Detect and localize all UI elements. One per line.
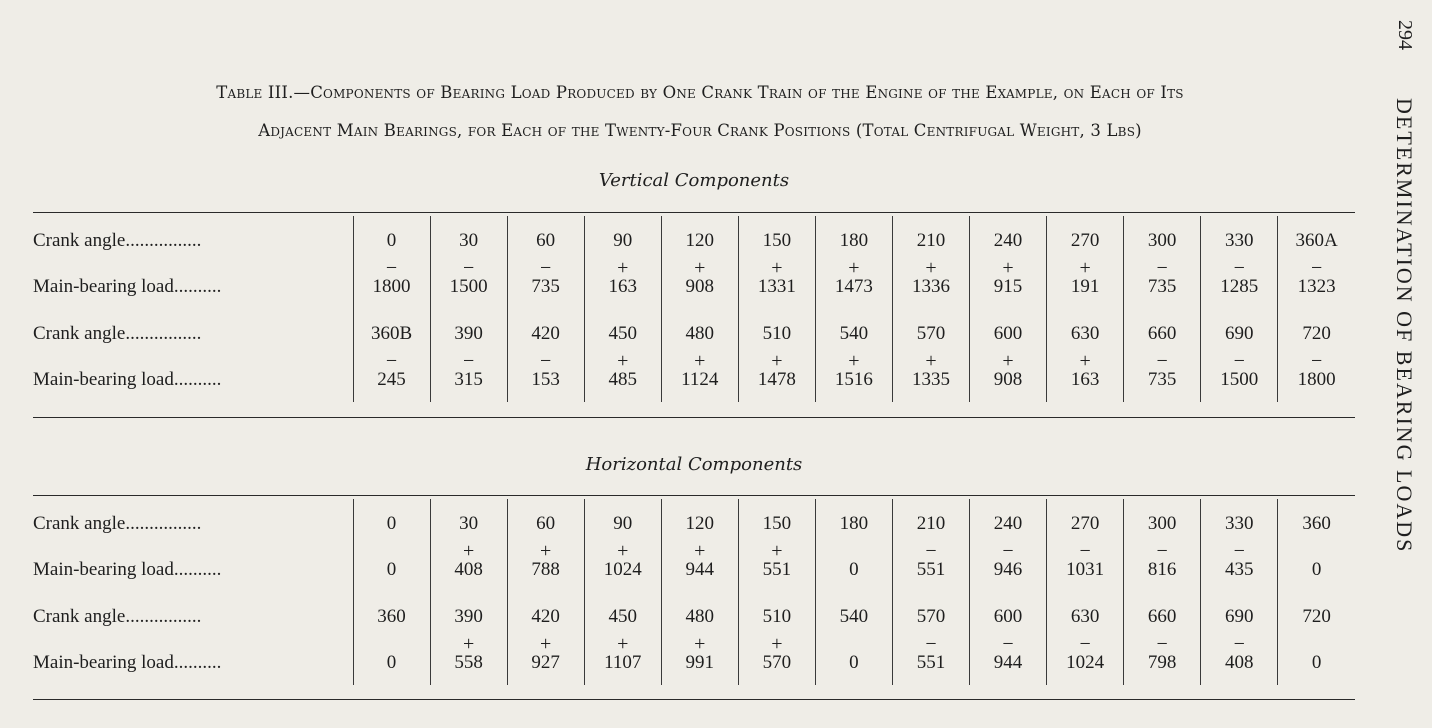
- main-bearing-load-cell: 0: [815, 650, 892, 685]
- crank-angle-cell: 660: [1124, 592, 1201, 638]
- horizontal-components-table: [33, 499, 1355, 685]
- load-sign-cell: −: [353, 262, 430, 274]
- main-bearing-load-cell: 927: [507, 650, 584, 685]
- main-bearing-load-cell: 558: [430, 650, 507, 685]
- load-sign-cell: +: [970, 355, 1047, 367]
- main-bearing-load-cell: 1031: [1047, 557, 1124, 592]
- crank-angle-cell: 180: [815, 216, 892, 262]
- load-sign-cell: −: [1201, 355, 1278, 367]
- load-sign-cell: +: [584, 355, 661, 367]
- load-sign-cell: −: [1124, 355, 1201, 367]
- horizontal-main-bearing-load-row: [33, 557, 1355, 592]
- crank-angle-cell: 720: [1278, 592, 1355, 638]
- crank-angle-cell: 30: [430, 499, 507, 545]
- load-sign-cell: −: [353, 355, 430, 367]
- crank-angle-cell: 600: [970, 309, 1047, 355]
- load-sign-cell: +: [661, 262, 738, 274]
- load-sign-cell: +: [970, 262, 1047, 274]
- crank-angle-cell: 420: [507, 309, 584, 355]
- crank-angle-cell: 330: [1201, 216, 1278, 262]
- main-bearing-load-cell: 735: [1124, 274, 1201, 309]
- crank-angle-cell: 360: [1278, 499, 1355, 545]
- main-bearing-load-cell: 0: [353, 557, 430, 592]
- crank-angle-cell: 0: [353, 499, 430, 545]
- load-sign-cell: +: [738, 545, 815, 557]
- load-sign-cell: −: [1201, 545, 1278, 557]
- main-bearing-load-cell: 1516: [815, 367, 892, 402]
- main-bearing-load-label: Main-bearing load..........: [33, 559, 222, 580]
- load-sign-cell: +: [661, 638, 738, 650]
- vertical-components-table: [33, 216, 1355, 402]
- vertical-top-rule: [33, 212, 1355, 213]
- crank-angle-cell: 300: [1124, 499, 1201, 545]
- main-bearing-load-cell: 908: [661, 274, 738, 309]
- load-sign-cell: +: [815, 262, 892, 274]
- load-sign-cell: −: [1201, 638, 1278, 650]
- crank-angle-cell: 540: [815, 592, 892, 638]
- crank-angle-cell: 540: [815, 309, 892, 355]
- page-margin: [1385, 10, 1425, 720]
- main-bearing-load-cell: 798: [1124, 650, 1201, 685]
- crank-angle-cell: 180: [815, 499, 892, 545]
- load-sign-cell: +: [815, 355, 892, 367]
- load-sign-cell: [1278, 638, 1355, 650]
- main-bearing-load-cell: 944: [661, 557, 738, 592]
- main-bearing-load-cell: 245: [353, 367, 430, 402]
- vertical-main-bearing-load-row: [33, 274, 1355, 309]
- load-sign-cell: +: [507, 638, 584, 650]
- crank-angle-cell: 330: [1201, 499, 1278, 545]
- load-sign-cell: −: [1047, 638, 1124, 650]
- load-sign-cell: +: [584, 638, 661, 650]
- row-label-spacer: [33, 262, 353, 274]
- crank-angle-cell: 360A: [1278, 216, 1355, 262]
- crank-angle-cell: 660: [1124, 309, 1201, 355]
- main-bearing-load-cell: 1107: [584, 650, 661, 685]
- crank-angle-cell: 150: [738, 216, 815, 262]
- load-sign-cell: −: [892, 545, 969, 557]
- main-bearing-load-cell: 1124: [661, 367, 738, 402]
- horizontal-bottom-rule: [33, 699, 1355, 700]
- crank-angle-cell: 30: [430, 216, 507, 262]
- horizontal-top-rule: [33, 495, 1355, 496]
- crank-angle-label: Crank angle................: [33, 513, 202, 534]
- main-bearing-load-cell: 908: [970, 367, 1047, 402]
- crank-angle-cell: 390: [430, 592, 507, 638]
- vertical-crank-angle-row: [33, 309, 1355, 355]
- crank-angle-cell: 210: [892, 216, 969, 262]
- horizontal-load-sign-row: [33, 638, 1355, 650]
- horizontal-load-sign-row: [33, 545, 1355, 557]
- crank-angle-cell: 630: [1047, 309, 1124, 355]
- load-sign-cell: +: [1047, 262, 1124, 274]
- crank-angle-label: Crank angle................: [33, 323, 202, 344]
- main-bearing-load-cell: 570: [738, 650, 815, 685]
- load-sign-cell: −: [1124, 638, 1201, 650]
- crank-angle-cell: 390: [430, 309, 507, 355]
- load-sign-cell: −: [430, 355, 507, 367]
- crank-angle-cell: 120: [661, 216, 738, 262]
- row-label-spacer: [33, 545, 353, 557]
- load-sign-cell: +: [738, 355, 815, 367]
- load-sign-cell: +: [430, 638, 507, 650]
- main-bearing-load-cell: 944: [970, 650, 1047, 685]
- running-title: DETERMINATION OF BEARING LOADS: [1392, 98, 1417, 554]
- main-bearing-load-cell: 1500: [430, 274, 507, 309]
- load-sign-cell: +: [584, 545, 661, 557]
- crank-angle-cell: 480: [661, 592, 738, 638]
- load-sign-cell: [815, 638, 892, 650]
- crank-angle-cell: 60: [507, 216, 584, 262]
- crank-angle-cell: 270: [1047, 216, 1124, 262]
- crank-angle-cell: 420: [507, 592, 584, 638]
- main-bearing-load-label: Main-bearing load..........: [33, 276, 222, 297]
- crank-angle-cell: 450: [584, 592, 661, 638]
- horizontal-main-bearing-load-row: [33, 650, 1355, 685]
- main-bearing-load-cell: 408: [1201, 650, 1278, 685]
- crank-angle-label: Crank angle................: [33, 230, 202, 251]
- main-bearing-load-cell: 163: [1047, 367, 1124, 402]
- crank-angle-cell: 60: [507, 499, 584, 545]
- crank-angle-cell: 510: [738, 309, 815, 355]
- load-sign-cell: −: [1047, 545, 1124, 557]
- main-bearing-load-cell: 0: [1278, 557, 1355, 592]
- main-bearing-load-cell: 485: [584, 367, 661, 402]
- load-sign-cell: [353, 545, 430, 557]
- crank-angle-cell: 510: [738, 592, 815, 638]
- main-bearing-load-cell: 1323: [1278, 274, 1355, 309]
- main-bearing-load-cell: 816: [1124, 557, 1201, 592]
- crank-angle-cell: 690: [1201, 592, 1278, 638]
- row-label-spacer: [33, 355, 353, 367]
- vertical-main-bearing-load-row: [33, 367, 1355, 402]
- load-sign-cell: +: [738, 638, 815, 650]
- main-bearing-load-cell: 915: [970, 274, 1047, 309]
- crank-angle-cell: 570: [892, 309, 969, 355]
- crank-angle-cell: 480: [661, 309, 738, 355]
- caption-line-1: Table III.—Components of Bearing Load Produced by One Crank Train of the Engine of the Example, on Each of Its: [216, 83, 1184, 102]
- crank-angle-cell: 240: [970, 499, 1047, 545]
- main-bearing-load-cell: 735: [1124, 367, 1201, 402]
- main-bearing-load-cell: 551: [738, 557, 815, 592]
- main-bearing-load-cell: 1285: [1201, 274, 1278, 309]
- crank-angle-cell: 360: [353, 592, 430, 638]
- table-caption: [30, 74, 1370, 150]
- main-bearing-load-cell: 735: [507, 274, 584, 309]
- main-bearing-load-cell: 191: [1047, 274, 1124, 309]
- vertical-load-sign-row: [33, 355, 1355, 367]
- load-sign-cell: +: [661, 355, 738, 367]
- load-sign-cell: +: [892, 262, 969, 274]
- load-sign-cell: +: [661, 545, 738, 557]
- main-bearing-load-cell: 0: [815, 557, 892, 592]
- crank-angle-cell: 360B: [353, 309, 430, 355]
- main-bearing-load-cell: 1331: [738, 274, 815, 309]
- main-bearing-load-cell: 946: [970, 557, 1047, 592]
- crank-angle-cell: 570: [892, 592, 969, 638]
- load-sign-cell: −: [970, 545, 1047, 557]
- main-bearing-load-cell: 153: [507, 367, 584, 402]
- vertical-components-title: Vertical Components: [598, 170, 790, 191]
- page-number: 294: [1394, 20, 1416, 50]
- load-sign-cell: −: [507, 355, 584, 367]
- main-bearing-load-label: Main-bearing load..........: [33, 652, 222, 673]
- main-bearing-load-cell: 1024: [584, 557, 661, 592]
- crank-angle-cell: 90: [584, 499, 661, 545]
- crank-angle-cell: 300: [1124, 216, 1201, 262]
- main-bearing-load-cell: 1800: [1278, 367, 1355, 402]
- main-bearing-load-cell: 551: [892, 650, 969, 685]
- crank-angle-cell: 600: [970, 592, 1047, 638]
- load-sign-cell: +: [430, 545, 507, 557]
- load-sign-cell: −: [430, 262, 507, 274]
- caption-line-2: Adjacent Main Bearings, for Each of the Twenty-Four Crank Positions (Total Centrifugal Weight, 3 Lbs): [258, 121, 1142, 140]
- crank-angle-cell: 270: [1047, 499, 1124, 545]
- load-sign-cell: [353, 638, 430, 650]
- horizontal-components-title: Horizontal Components: [585, 454, 803, 475]
- crank-angle-cell: 240: [970, 216, 1047, 262]
- load-sign-cell: −: [1278, 355, 1355, 367]
- horizontal-crank-angle-row: [33, 499, 1355, 545]
- crank-angle-cell: 630: [1047, 592, 1124, 638]
- crank-angle-cell: 150: [738, 499, 815, 545]
- load-sign-cell: [1278, 545, 1355, 557]
- load-sign-cell: −: [1278, 262, 1355, 274]
- horizontal-crank-angle-row: [33, 592, 1355, 638]
- main-bearing-load-cell: 1335: [892, 367, 969, 402]
- main-bearing-load-cell: 0: [353, 650, 430, 685]
- vertical-bottom-rule: [33, 417, 1355, 418]
- load-sign-cell: +: [507, 545, 584, 557]
- vertical-load-sign-row: [33, 262, 1355, 274]
- load-sign-cell: −: [892, 638, 969, 650]
- load-sign-cell: −: [970, 638, 1047, 650]
- crank-angle-label: Crank angle................: [33, 606, 202, 627]
- main-bearing-load-cell: 1024: [1047, 650, 1124, 685]
- main-bearing-load-cell: 435: [1201, 557, 1278, 592]
- load-sign-cell: +: [892, 355, 969, 367]
- load-sign-cell: −: [1201, 262, 1278, 274]
- load-sign-cell: [815, 545, 892, 557]
- main-bearing-load-cell: 408: [430, 557, 507, 592]
- main-bearing-load-cell: 163: [584, 274, 661, 309]
- crank-angle-cell: 690: [1201, 309, 1278, 355]
- load-sign-cell: +: [584, 262, 661, 274]
- main-bearing-load-label: Main-bearing load..........: [33, 369, 222, 390]
- load-sign-cell: +: [1047, 355, 1124, 367]
- load-sign-cell: −: [507, 262, 584, 274]
- main-bearing-load-cell: 0: [1278, 650, 1355, 685]
- load-sign-cell: +: [738, 262, 815, 274]
- main-bearing-load-cell: 315: [430, 367, 507, 402]
- main-bearing-load-cell: 1478: [738, 367, 815, 402]
- crank-angle-cell: 120: [661, 499, 738, 545]
- crank-angle-cell: 450: [584, 309, 661, 355]
- main-bearing-load-cell: 551: [892, 557, 969, 592]
- crank-angle-cell: 210: [892, 499, 969, 545]
- vertical-crank-angle-row: [33, 216, 1355, 262]
- row-label-spacer: [33, 638, 353, 650]
- main-bearing-load-cell: 1800: [353, 274, 430, 309]
- main-bearing-load-cell: 1473: [815, 274, 892, 309]
- crank-angle-cell: 90: [584, 216, 661, 262]
- crank-angle-cell: 720: [1278, 309, 1355, 355]
- load-sign-cell: −: [1124, 262, 1201, 274]
- load-sign-cell: −: [1124, 545, 1201, 557]
- main-bearing-load-cell: 1336: [892, 274, 969, 309]
- crank-angle-cell: 0: [353, 216, 430, 262]
- main-bearing-load-cell: 1500: [1201, 367, 1278, 402]
- main-bearing-load-cell: 991: [661, 650, 738, 685]
- main-bearing-load-cell: 788: [507, 557, 584, 592]
